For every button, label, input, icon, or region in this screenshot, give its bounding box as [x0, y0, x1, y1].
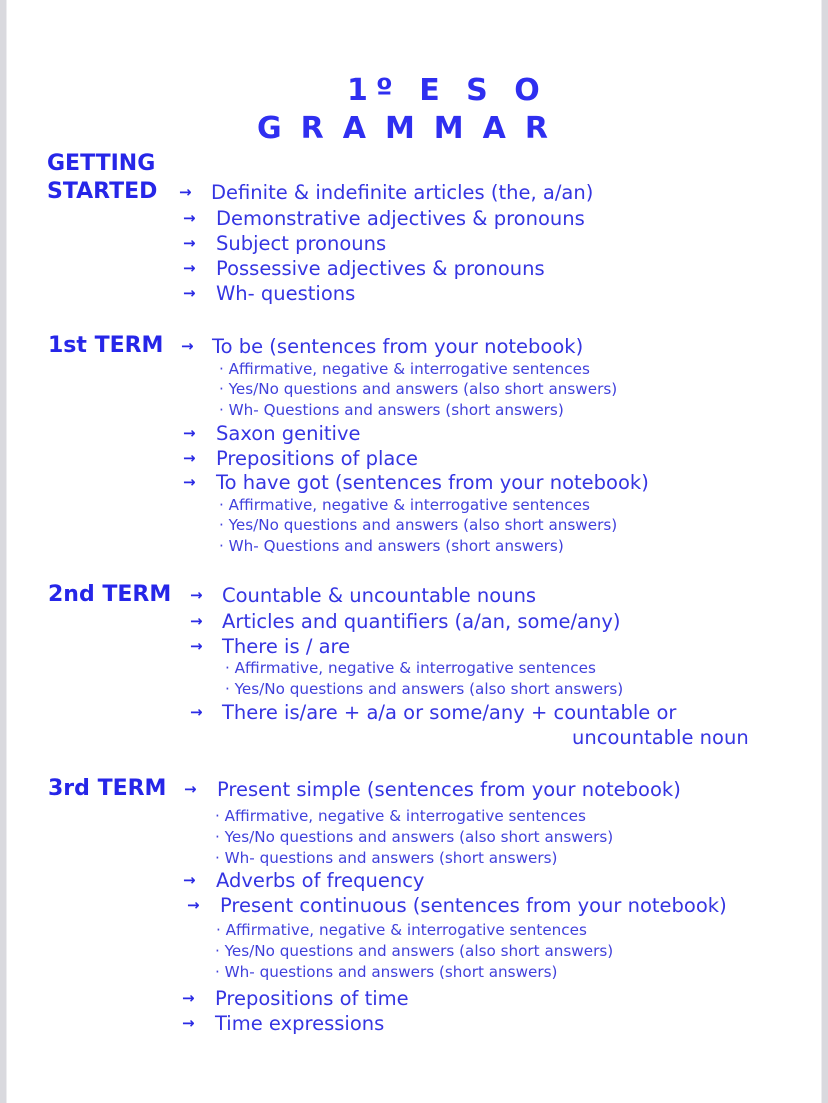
title-line-2: GRAMMAR [257, 111, 567, 146]
list-item: Prepositions of time [215, 987, 409, 1010]
sub-list-item: · Wh- Questions and answers (short answers) [219, 537, 564, 555]
section-heading-getting-started-2: STARTED [47, 179, 158, 204]
list-item: Time expressions [215, 1012, 385, 1035]
right-arrow-icon: → [190, 586, 203, 604]
right-arrow-icon: → [190, 703, 203, 721]
sub-list-item: · Affirmative, negative & interrogative sentences [219, 496, 590, 514]
right-arrow-icon: → [183, 209, 196, 227]
right-arrow-icon: → [183, 234, 196, 252]
list-item: Countable & uncountable nouns [222, 584, 537, 607]
list-item: There is/are + a/a or some/any + countable or [222, 701, 677, 724]
sub-list-item: · Wh- questions and answers (short answers) [215, 963, 558, 981]
list-item: Adverbs of frequency [216, 869, 425, 892]
right-arrow-icon: → [183, 259, 196, 277]
list-item: Wh- questions [216, 282, 356, 305]
right-arrow-icon: → [181, 337, 194, 355]
section-heading-term-3: 3rd TERM [48, 776, 167, 801]
right-arrow-icon: → [184, 780, 197, 798]
sub-list-item: · Wh- Questions and answers (short answers) [219, 401, 564, 419]
right-arrow-icon: → [190, 637, 203, 655]
right-arrow-icon: → [179, 183, 192, 201]
list-item: Possessive adjectives & pronouns [216, 257, 545, 280]
section-heading-term-2: 2nd TERM [48, 582, 172, 607]
list-item: Saxon genitive [216, 422, 361, 445]
sub-list-item: · Yes/No questions and answers (also short answers) [219, 516, 618, 534]
sub-list-item: · Yes/No questions and answers (also short answers) [215, 942, 614, 960]
right-arrow-icon: → [190, 612, 203, 630]
sub-list-item: · Affirmative, negative & interrogative sentences [215, 807, 586, 825]
sub-list-item: · Yes/No questions and answers (also short answers) [219, 380, 618, 398]
list-item: Articles and quantifiers (a/an, some/any) [222, 610, 621, 633]
sub-list-item: · Yes/No questions and answers (also short answers) [225, 680, 624, 698]
right-arrow-icon: → [183, 871, 196, 889]
sub-list-item: · Affirmative, negative & interrogative sentences [219, 360, 590, 378]
right-arrow-icon: → [183, 424, 196, 442]
title-line-1: 1º E S O [347, 73, 548, 108]
sub-list-item: · Affirmative, negative & interrogative sentences [225, 659, 596, 677]
list-item: To be (sentences from your notebook) [212, 335, 584, 358]
list-item: There is / are [222, 635, 351, 658]
list-item: Prepositions of place [216, 447, 419, 470]
sub-list-item: · Yes/No questions and answers (also short answers) [215, 828, 614, 846]
list-item: Present continuous (sentences from your notebook) [220, 894, 727, 917]
list-item: Demonstrative adjectives & pronouns [216, 207, 585, 230]
section-heading-getting-started-1: GETTING [47, 151, 156, 176]
right-arrow-icon: → [183, 284, 196, 302]
right-arrow-icon: → [183, 473, 196, 491]
list-item-continuation: uncountable noun [572, 726, 749, 749]
list-item: Definite & indefinite articles (the, a/an) [211, 181, 594, 204]
sub-list-item: · Wh- questions and answers (short answers) [215, 849, 558, 867]
right-arrow-icon: → [182, 1014, 195, 1032]
list-item: To have got (sentences from your notebook) [216, 471, 649, 494]
sub-list-item: · Affirmative, negative & interrogative sentences [216, 921, 587, 939]
list-item: Present simple (sentences from your notebook) [217, 778, 681, 801]
right-arrow-icon: → [183, 449, 196, 467]
document-page [6, 0, 822, 1103]
right-arrow-icon: → [187, 896, 200, 914]
right-arrow-icon: → [182, 989, 195, 1007]
list-item: Subject pronouns [216, 232, 387, 255]
section-heading-term-1: 1st TERM [48, 333, 164, 358]
